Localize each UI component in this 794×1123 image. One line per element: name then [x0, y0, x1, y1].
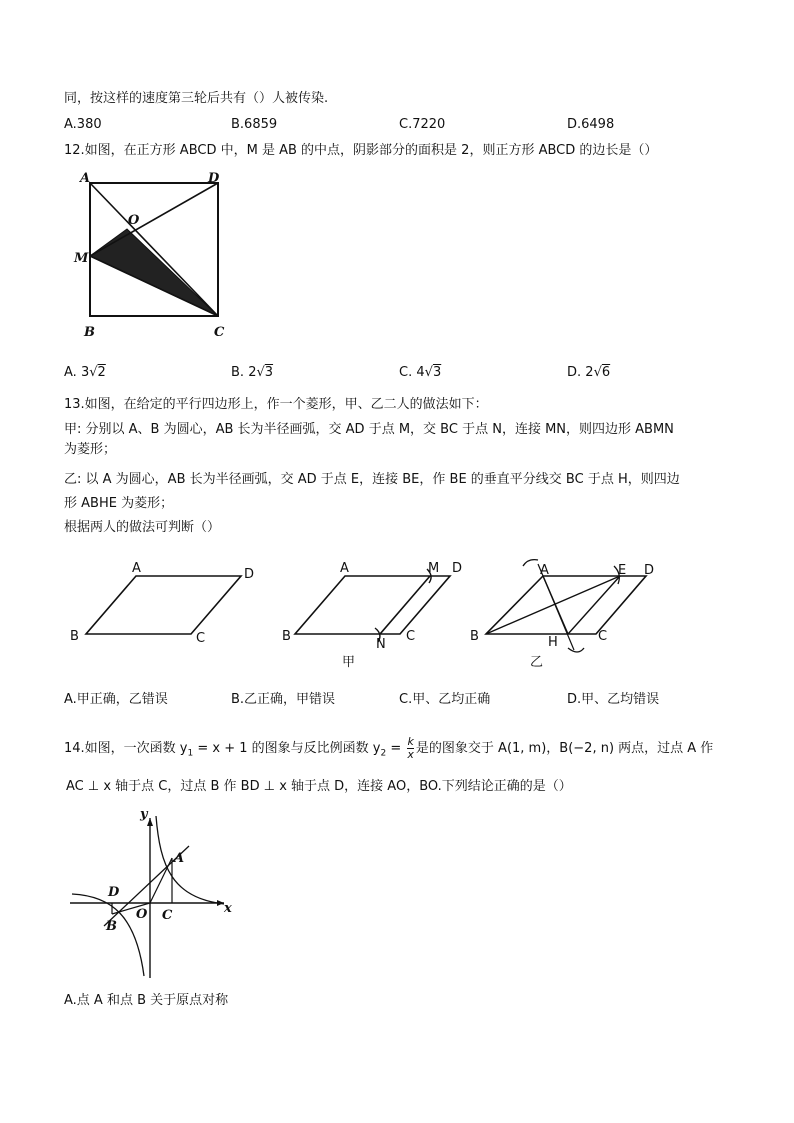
q14-label-o: O [136, 907, 148, 922]
q13-line4: 乙: 以 A 为圆心，AB 长为半径画弧，交 AD 于点 E，连接 BE，作 BE 的垂直平分线交 BC 于点 H，则四边 [64, 472, 680, 487]
q14-label-d: D [108, 885, 120, 900]
q13-fig1-label-d: D [244, 567, 255, 582]
q13-parallelogram-jia [280, 556, 480, 676]
q11-option-a[interactable]: A.380 [64, 117, 102, 132]
q13-fig1-label-c: C [196, 631, 206, 646]
q12-label-b: B [84, 325, 95, 340]
q14-label-y: y [140, 807, 148, 822]
q13-fig2-label-m: M [428, 561, 440, 576]
q13-line2: 甲: 分别以 A、B 为圆心，AB 长为半径画弧，交 AD 于点 M，交 BC 于点 N，连接 MN，则四边形 ABMN [64, 422, 674, 437]
q12-option-c[interactable]: C. 4√3 [399, 365, 442, 380]
q13-fig3-label-d: D [644, 563, 655, 578]
q11-option-c[interactable]: C.7220 [399, 117, 446, 132]
q13-fig3-label-a: A [540, 563, 549, 578]
q13-line5: 形 ABHE 为菱形； [64, 496, 174, 511]
q13-fig3-caption: 乙 [530, 655, 544, 670]
q12-label-m: M [74, 251, 89, 266]
q13-option-c[interactable]: C.甲、乙均正确 [399, 692, 491, 707]
q12-option-a[interactable]: A. 3√2 [64, 365, 106, 380]
q13-fig2-label-d: D [452, 561, 463, 576]
q13-fig3-label-b: B [470, 629, 479, 644]
q14-label-a: A [174, 851, 185, 866]
q13-option-b[interactable]: B.乙正确，甲错误 [231, 692, 336, 707]
q12-label-d: D [208, 171, 220, 186]
q11-option-b[interactable]: B.6859 [231, 117, 278, 132]
q13-fig2-label-c: C [406, 629, 416, 644]
q13-line1: 13.如图，在给定的平行四边形上，作一个菱形，甲、乙二人的做法如下： [64, 397, 488, 412]
q13-line3: 为菱形； [64, 442, 117, 457]
q14-label-c: C [162, 908, 173, 923]
q13-parallelogram-plain [66, 556, 276, 666]
q11-stem-tail: 同，按这样的速度第三轮后共有（）人被传染. [64, 91, 329, 106]
q13-line6: 根据两人的做法可判断（） [64, 520, 221, 535]
q13-fig2-label-b: B [282, 629, 291, 644]
q14-label-x: x [224, 901, 232, 916]
q13-option-a[interactable]: A.甲正确，乙错误 [64, 692, 168, 707]
q14-line2: AC ⊥ x 轴于点 C，过点 B 作 BD ⊥ x 轴于点 D，连接 AO，BO.下列结论正确的是（） [66, 779, 572, 794]
q12-option-b[interactable]: B. 2√3 [231, 365, 274, 380]
q12-label-c: C [214, 325, 225, 340]
q11-option-d[interactable]: D.6498 [567, 117, 615, 132]
q12-label-a: A [80, 171, 91, 186]
q13-fig2-caption: 甲 [342, 655, 356, 670]
q12-option-d[interactable]: D. 2√6 [567, 365, 611, 380]
q14-graph-figure [64, 806, 244, 984]
q12-stem: 12.如图，在正方形 ABCD 中，M 是 AB 的中点，阴影部分的面积是 2，则正方形 ABCD 的边长是（） [64, 143, 658, 158]
q13-fig2-label-a: A [340, 561, 349, 576]
q13-fig3-label-c: C [598, 629, 608, 644]
q13-option-d[interactable]: D.甲、乙均错误 [567, 692, 660, 707]
q13-fig1-label-b: B [70, 629, 79, 644]
q13-fig3-label-e: E [618, 563, 627, 578]
q13-fig3-label-h: H [548, 635, 558, 650]
q13-parallelogram-yi [468, 552, 668, 678]
q12-label-o: O [128, 213, 140, 228]
q13-fig2-label-n: N [376, 637, 386, 652]
q14-line1: 14.如图，一次函数 $y_1 = x + 1$ 的图象与反比例函数 $y_2$ = $\frac{k}{x}$ 是的图象交于 A(1, m)，B(−2, n) 两点，过点 A 作 [64, 735, 714, 761]
q13-fig1-label-a: A [132, 561, 141, 576]
q14-option-a[interactable]: A.点 A 和点 B 关于原点对称 [64, 993, 229, 1008]
q12-square-figure [70, 168, 240, 348]
q14-label-b: B [106, 919, 117, 934]
